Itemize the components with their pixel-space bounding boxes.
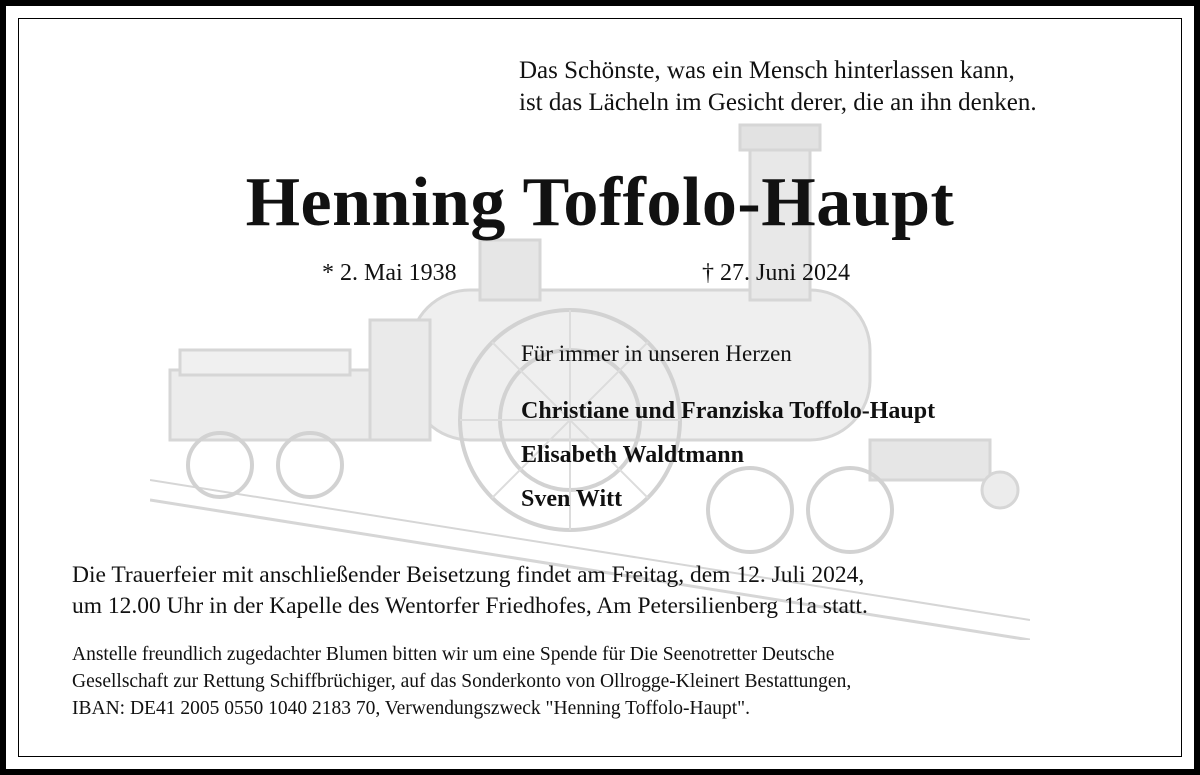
donation-request: [72, 641, 851, 722]
donation-line-3: IBAN: DE41 2005 0550 1040 2183 70, Verwendungszweck "Henning Toffolo-Haupt".: [72, 698, 751, 719]
donation-line-2: Gesellschaft zur Rettung Schiffbrüchiger, auf das Sonderkonto von Ollrogge-Kleinert Bestattungen,: [72, 671, 852, 692]
donation-line-1: Anstelle freundlich zugedachter Blumen bitten wir um eine Spende für Die Seenotretter Deutsche: [72, 644, 835, 665]
quote-line-2: ist das Lächeln im Gesicht derer, die an ihn denken.: [519, 89, 1037, 116]
mourner-name: Sven Witt: [521, 486, 623, 512]
mourners-list: [521, 393, 935, 525]
mourner-name: Elisabeth Waldtmann: [521, 442, 744, 468]
quote-line-1: Das Schönste, was ein Mensch hinterlassen kann,: [519, 57, 1015, 84]
mourner-name: Christiane und Franziska Toffolo-Haupt: [521, 398, 936, 424]
service-line-1: Die Trauerfeier mit anschließender Beisetzung findet am Freitag, dem 12. Juli 2024,: [72, 562, 865, 588]
memorial-quote: [519, 55, 1159, 119]
birth-date: * 2. Mai 1938: [322, 260, 457, 286]
funeral-service-info: [72, 560, 868, 622]
service-line-2: um 12.00 Uhr in der Kapelle des Wentorfer Friedhofes, Am Petersilienberg 11a statt.: [72, 593, 868, 619]
death-date: † 27. Juni 2024: [702, 260, 851, 286]
memorial-motto: Für immer in unseren Herzen: [521, 341, 792, 366]
deceased-name: Henning Toffolo-Haupt: [245, 164, 955, 241]
